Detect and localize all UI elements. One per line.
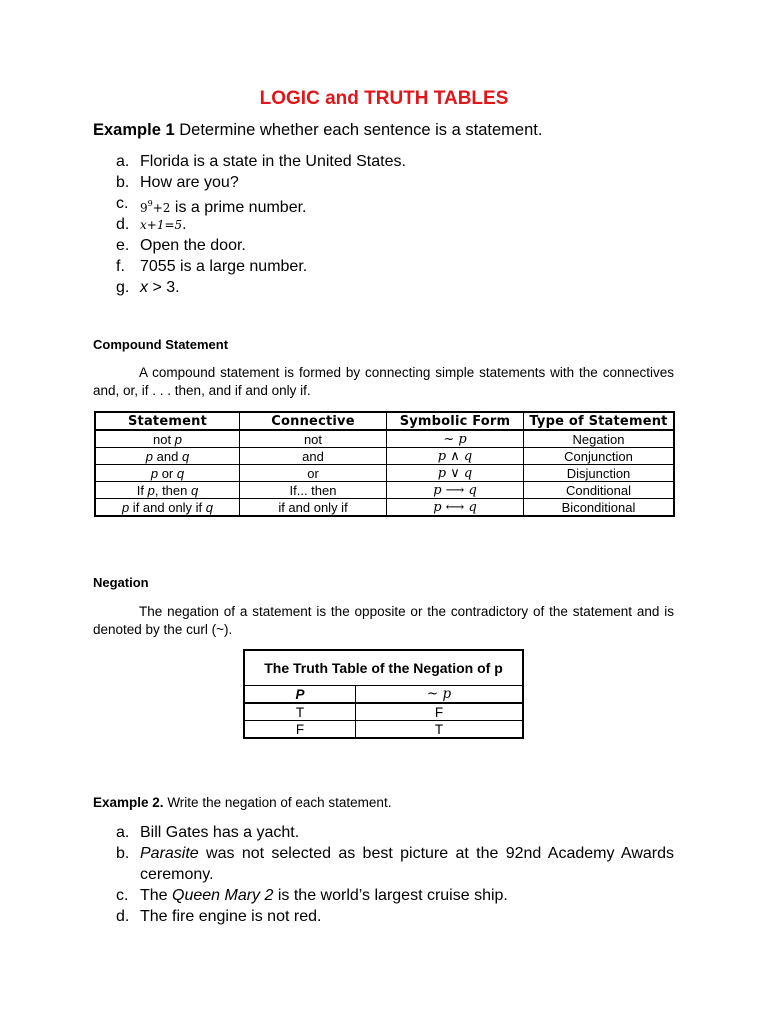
col-header-p: P	[244, 686, 356, 704]
page-title: LOGIC and TRUTH TABLES	[259, 88, 509, 109]
col-header-not-p: ~ p	[356, 686, 524, 704]
table-row	[244, 686, 523, 704]
variable-x: x	[140, 279, 148, 296]
compound-paragraph: A compound statement is formed by connecting simple statements with the connectives and, or, if . . . then, and if and only if.	[93, 365, 674, 398]
table-row: p or q or p ∨ q Disjunction	[95, 465, 674, 482]
example-1-label: Example 1	[93, 121, 175, 139]
example-2-heading	[93, 795, 391, 810]
col-header-type: Type of Statement	[524, 412, 675, 430]
list-item: c. The Queen Mary 2 is the world’s largest cruise ship.	[116, 887, 508, 904]
list-item: b. Parasite was not selected as best picture at the 92nd Academy Awards ceremony.	[116, 845, 674, 883]
math-exponent: 9	[147, 199, 153, 208]
math-rest: +2	[152, 201, 171, 215]
col-header-symbolic: Symbolic Form	[387, 412, 524, 430]
table-row: T F	[244, 703, 523, 721]
math-base: 9	[140, 201, 148, 215]
table-row: p if and only if q if and only if p ⟷ q Biconditional	[95, 499, 674, 517]
table-row: F T	[244, 721, 523, 739]
truth-table-caption: The Truth Table of the Negation of p	[244, 650, 523, 686]
col-header-statement: Statement	[95, 412, 240, 430]
col-header-connective: Connective	[240, 412, 387, 430]
list-item: d. The fire engine is not red.	[116, 908, 322, 925]
example-2-label: Example 2.	[93, 795, 164, 810]
negation-heading: Negation	[93, 575, 149, 590]
compound-heading: Compound Statement	[93, 337, 229, 352]
math-equation: x+1=5	[140, 218, 183, 232]
negation-truth-table	[243, 649, 524, 739]
table-row: not p not ~ p Negation	[95, 430, 674, 448]
table-row: If p, then q If... then p ⟶ q Conditional	[95, 482, 674, 499]
connectives-table	[94, 411, 675, 517]
negation-paragraph: The negation of a statement is the opposite or the contradictory of the statement and is denoted by the curl (~).	[93, 604, 674, 637]
table-row: p and q and p ∧ q Conjunction	[95, 448, 674, 465]
document-page: LOGIC and TRUTH TABLES Example 1 Determine whether each sentence is a statement. a. Florida is a state in the United States. b. How are you? c. $9^9+2$ is a prime number. d. x+1=5. e. Open the door. f. 7055 is a large number. g. x > 3. Compound Statement A compound statement is formed by connecting simple statements with the connectives and, or, if . . . then, and if and only if. Statement Connective Symbolic Form Type of Statement not p not ~ p Negation p and q and p ∧ q Conjunction p or q or p ∨ q Disjunction If p, then q If... then p ⟶ q Conditional p if and only if q if and only if p ⟷ q Biconditional Negation The negation of a statement is the opposite or the contradictory of the statement and is denoted by the curl (~). The Truth Table of the Negation of p P ~ p T F F T Example 2. Write the negation of each statement. a. Bill Gates has a yacht. b. Parasite was not selected as best picture at the 92nd Academy Awards ceremony. c. The Queen Mary 2 is the world’s largest cruise ship. d. The fire engine is not red.	[0, 0, 768, 1024]
example-1-prompt: Determine whether each sentence is a statement.	[179, 121, 543, 139]
list-item: a. Bill Gates has a yacht.	[116, 824, 300, 841]
example-2-list	[116, 822, 674, 927]
example-2-prompt: Write the negation of each statement.	[167, 795, 392, 810]
example-1-heading	[93, 121, 542, 140]
